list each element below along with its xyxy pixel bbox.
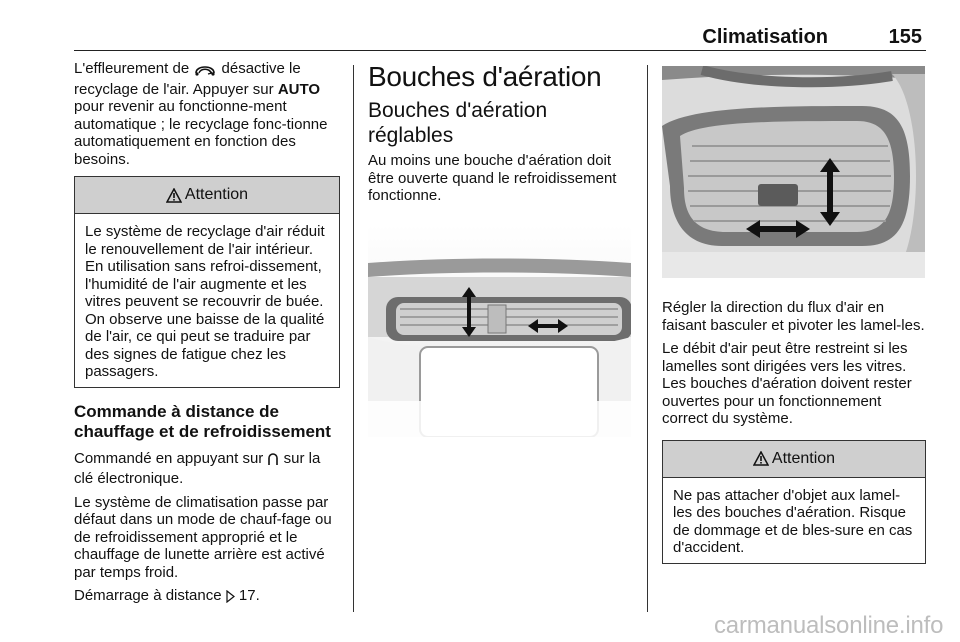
warning-text: Ne pas attacher d'objet aux lamel-les des bouches d'aération. Risque de dommage et de bles-sure en cas d'accident.	[673, 486, 913, 556]
column-right	[662, 60, 926, 564]
remote-paragraph: Commandé en appuyant sur sur la clé électronique.	[74, 449, 321, 487]
airflow-paragraph: Régler la direction du flux d'air en faisant basculer et pivoter les lamel-les.	[662, 299, 925, 334]
adjustable-vents-subtitle: Bouches d'aération réglables	[368, 99, 548, 147]
auto-label: AUTO	[277, 80, 321, 98]
warning-icon	[753, 451, 769, 466]
remote-start-icon	[267, 452, 279, 471]
reference-arrow-icon	[226, 590, 235, 608]
column-middle	[368, 60, 634, 442]
column-divider	[647, 65, 648, 612]
warning-icon	[166, 188, 182, 203]
column-left	[74, 60, 340, 614]
warning-box	[662, 440, 926, 564]
airflow-restriction-paragraph: Le débit d'air peut être restreint si les lamelles sont dirigées vers les vitres. Les bouches d'aération doivent rester ouvertes pour un fonctionnement correct du système.	[662, 340, 912, 427]
recirculation-paragraph: L'effleurement de désactive le recyclage de l'air. Appuyer sur AUTO pour revenir au fonctionne-ment automatique ; le recyclage fonc-tionne automatiquement en fonction des besoins.	[74, 60, 328, 168]
vents-title: Bouches d'aération	[368, 61, 602, 92]
vents-paragraph: Au moins une bouche d'aération doit être ouverte quand le refroidissement fonctionne.	[368, 152, 617, 204]
watermark: carmanualsonline.info	[714, 612, 944, 639]
warning-title: Attention	[184, 186, 249, 203]
remote-start-reference: Démarrage à distance 17.	[74, 587, 340, 608]
column-divider	[353, 65, 354, 612]
default-mode-paragraph: Le système de climatisation passe par défaut dans un mode de chauf-fage ou de refroidissement approprié et le chauffage de lunette arrière est activé par temps froid.	[74, 493, 332, 581]
page-title: Climatisation	[702, 26, 828, 48]
warning-header	[663, 441, 925, 478]
warning-header	[75, 177, 339, 214]
warning-box	[74, 176, 340, 388]
page-number: 155	[888, 26, 922, 48]
warning-text: Le système de recyclage d'air réduit le renouvellement de l'air intérieur. En utilisation sans refroi-dissement, l'humidité de l'air augmente et les vitres peuvent se recouvrir de buée. On observe une baisse de la qualité de l'air, ce qui peut se traduire par des signes de fatigue chez les passagers.	[85, 223, 325, 380]
warning-title: Attention	[771, 449, 836, 467]
recirculation-icon	[193, 62, 217, 81]
page-header	[74, 0, 926, 51]
dashboard-vents-illustration	[368, 225, 631, 437]
section-title: Commande à distance de chauffage et de refroidissement	[74, 401, 331, 441]
side-vent-illustration	[662, 66, 925, 278]
